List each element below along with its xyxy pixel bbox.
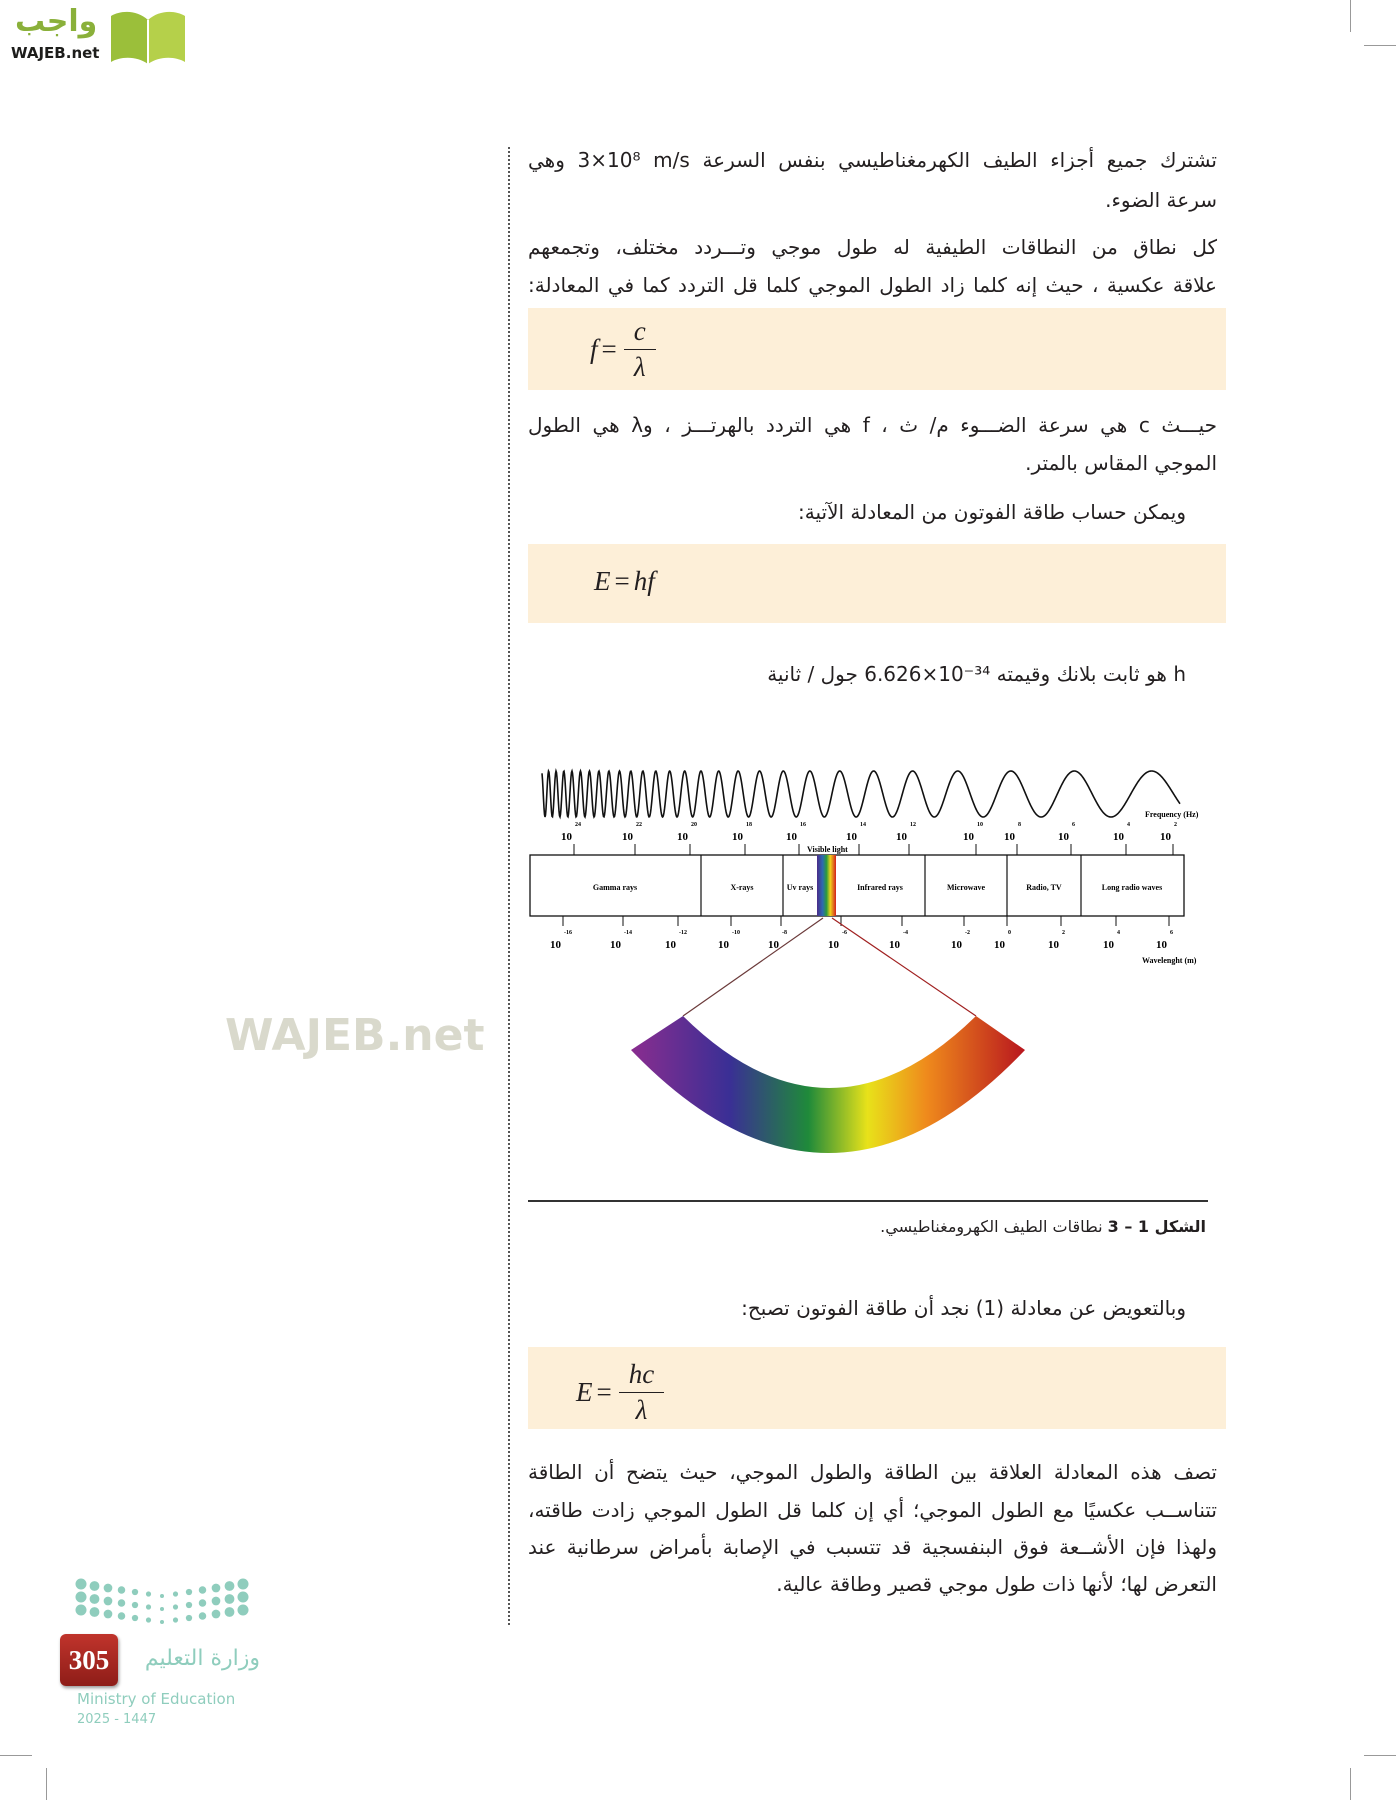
wavelength-tick-exponent: -10: [732, 930, 740, 936]
planck-constant-line: h هو ثابت بلانك وقيمته ‎6.626×10⁻³⁴‎ جول / ثانية: [767, 662, 1186, 686]
frequency-tick-exponent: 12: [910, 822, 916, 828]
ministry-dot: [146, 1604, 151, 1609]
numerator: c: [624, 316, 656, 350]
frequency-tick-label: 10: [896, 831, 907, 843]
paragraph-line: ولهذا فإن الأشــعة فوق البنفسجية قد تتسبب في الإصابة بأمراض سرطانية عند: [528, 1535, 1217, 1559]
ministry-dot: [76, 1579, 87, 1590]
ministry-dot: [225, 1581, 235, 1591]
paragraph-line: علاقة عكسية ، حيث إنه كلما زاد الطول الموجي كلما قل التردد كما في المعادلة:: [528, 273, 1217, 297]
wavelength-tick-label: 10: [1156, 939, 1167, 951]
paragraph-line: تتناســب عكسيًا مع الطول الموجي؛ أي إن كلما قل الطول الموجي زادت طاقته،: [528, 1498, 1217, 1522]
frequency-tick-label: 10: [1113, 831, 1124, 843]
ministry-dot: [186, 1602, 192, 1608]
ministry-dot: [90, 1581, 100, 1591]
frequency-tick-label: 10: [786, 831, 797, 843]
wavelength-tick-label: 10: [768, 939, 779, 951]
formula-energy-wavelength: [576, 1359, 664, 1426]
paragraph-line: حيـــث c هي سرعة الضـــوء م/ ث ، f هي التردد بالهرتـــز ، وλ هي الطول: [528, 413, 1217, 437]
wavelength-tick-label: 10: [1048, 939, 1059, 951]
ministry-dot: [199, 1586, 207, 1594]
watermark-text: WAJEB.net: [225, 1010, 485, 1061]
frequency-tick-label: 10: [561, 831, 572, 843]
ministry-dot: [212, 1584, 221, 1593]
wavelength-tick-exponent: 6: [1170, 930, 1173, 936]
band-label: Microwave: [946, 883, 986, 892]
wavelength-tick-label: 10: [665, 939, 676, 951]
band-label: Infrared rays: [857, 883, 903, 892]
ministry-dot: [76, 1592, 87, 1603]
ministry-dot: [238, 1579, 249, 1590]
visible-light-band: [817, 855, 836, 916]
wavelength-tick-exponent: 2: [1062, 930, 1065, 936]
frequency-tick-label: 10: [622, 831, 633, 843]
wavelength-tick-label: 10: [610, 939, 621, 951]
paragraph-line: تصف هذه المعادلة العلاقة بين الطاقة والطول الموجي، حيث يتضح أن الطاقة: [528, 1460, 1217, 1484]
crop-mark: [0, 1755, 32, 1756]
ministry-dot: [118, 1586, 126, 1594]
ministry-dot: [199, 1599, 207, 1607]
wavelength-tick-exponent: -2: [965, 930, 970, 936]
paragraph-line: سرعة الضوء.: [1105, 188, 1217, 212]
wavelength-tick-label: 10: [1103, 939, 1114, 951]
crop-mark: [1350, 0, 1351, 32]
ministry-dot: [186, 1615, 192, 1621]
frequency-tick-exponent: 24: [575, 822, 581, 828]
crop-mark: [1350, 1768, 1351, 1800]
formula-energy: [594, 566, 655, 597]
crop-mark: [1364, 1755, 1396, 1756]
wavelength-tick-label: 10: [550, 939, 561, 951]
ministry-dot: [238, 1592, 249, 1603]
ministry-dot: [212, 1610, 221, 1619]
ministry-name-arabic: وزارة التعليم: [144, 1646, 260, 1671]
denominator: λ: [635, 1395, 648, 1425]
visible-light-label: Visible light: [807, 845, 848, 854]
wavelength-tick-exponent: -12: [679, 930, 687, 936]
ministry-dot: [186, 1589, 192, 1595]
formula-lhs: E: [594, 566, 611, 596]
paragraph-line: وبالتعويض عن معادلة (1) نجد أن طاقة الفوتون تصبح:: [741, 1296, 1186, 1320]
ministry-dot: [104, 1610, 113, 1619]
ministry-dot: [160, 1620, 164, 1624]
fraction: [624, 316, 656, 383]
formula-box-energy-wavelength: [528, 1347, 1226, 1429]
frequency-tick-label: 10: [846, 831, 857, 843]
wavelength-tick-exponent: -14: [624, 930, 632, 936]
frequency-tick-label: 10: [1004, 831, 1015, 843]
frequency-tick-exponent: 16: [800, 822, 806, 828]
frequency-tick-label: 10: [732, 831, 743, 843]
ministry-name-english: Ministry of Education: [77, 1690, 236, 1708]
caption-text: نطاقات الطيف الكهرومغناطيسي.: [880, 1217, 1108, 1236]
numerator: hc: [619, 1359, 664, 1393]
ministry-dot: [173, 1617, 178, 1622]
ministry-dot: [199, 1612, 207, 1620]
book-icon: [107, 6, 189, 64]
formula-equals: =: [614, 566, 630, 596]
paragraph-line: الموجي المقاس بالمتر.: [1025, 451, 1217, 475]
wave-line: [542, 771, 1180, 817]
ministry-dot: [132, 1589, 138, 1595]
paragraph-line: تشترك جميع أجزاء الطيف الكهرمغناطيسي بنفس السرعة ‎3×10⁸ m/s‎ وهي: [528, 148, 1217, 172]
wavelength-tick-label: 10: [889, 939, 900, 951]
margin-dotted-line: [508, 147, 510, 1625]
formula-rhs: hf: [633, 566, 655, 596]
ministry-dot: [104, 1597, 113, 1606]
denominator: λ: [633, 352, 646, 382]
wavelength-tick-exponent: -16: [564, 930, 572, 936]
ministry-dot: [146, 1591, 151, 1596]
logo-latin: WAJEB.net: [11, 44, 100, 62]
frequency-tick-label: 10: [677, 831, 688, 843]
frequency-tick-label: 10: [1058, 831, 1069, 843]
formula-lhs: E: [576, 1377, 593, 1407]
ministry-dot: [160, 1594, 164, 1598]
ministry-dot: [104, 1584, 113, 1593]
logo-arabic: واجب: [15, 4, 98, 39]
wajeb-logo[interactable]: [9, 4, 189, 66]
ministry-dot: [90, 1607, 100, 1617]
ministry-dot: [212, 1597, 221, 1606]
band-label: Long radio waves: [1101, 883, 1163, 892]
wavelength-tick-exponent: -4: [903, 930, 908, 936]
ministry-dot: [160, 1607, 164, 1611]
frequency-tick-label: 10: [963, 831, 974, 843]
page-number-badge: [60, 1634, 118, 1686]
ministry-dot: [90, 1594, 100, 1604]
figure-rule: [528, 1200, 1208, 1202]
frequency-tick-exponent: 2: [1174, 822, 1177, 828]
crop-mark: [46, 1768, 47, 1800]
ministry-dot: [238, 1605, 249, 1616]
frequency-axis-label: Frequency (Hz): [1145, 810, 1199, 819]
ministry-dot: [76, 1605, 87, 1616]
frequency-tick-exponent: 8: [1018, 822, 1021, 828]
wavelength-tick-exponent: 4: [1117, 930, 1120, 936]
frequency-tick-exponent: 20: [691, 822, 697, 828]
wavelength-tick-label: 10: [718, 939, 729, 951]
ministry-dot: [173, 1591, 178, 1596]
formula-lhs: f: [590, 334, 598, 364]
ministry-dot: [118, 1599, 126, 1607]
wavelength-tick-label: 10: [994, 939, 1005, 951]
frequency-tick-exponent: 18: [746, 822, 752, 828]
ministry-dot: [173, 1604, 178, 1609]
frequency-tick-label: 10: [1160, 831, 1171, 843]
wavelength-tick-exponent: 0: [1008, 930, 1011, 936]
formula-box-frequency: [528, 308, 1226, 390]
crop-mark: [1364, 45, 1396, 46]
wavelength-tick-label: 10: [951, 939, 962, 951]
fan-line-left: [683, 918, 823, 1016]
frequency-tick-exponent: 4: [1127, 822, 1130, 828]
wavelength-tick-exponent: -6: [842, 930, 847, 936]
band-label: Radio, TV: [1026, 883, 1062, 892]
band-label: Uv rays: [786, 883, 814, 892]
fraction: [619, 1359, 664, 1426]
wavelength-tick-label: 10: [828, 939, 839, 951]
ministry-dot: [132, 1615, 138, 1621]
band-label: X-rays: [730, 883, 754, 892]
paragraph-line: التعرض لها؛ لأنها ذات طول موجي قصير وطاقة عالية.: [776, 1572, 1217, 1596]
ministry-dots-icon: [75, 1578, 250, 1630]
year-label: 2025 - 1447: [77, 1712, 157, 1727]
paragraph-line: ويمكن حساب طاقة الفوتون من المعادلة الآتية:: [798, 500, 1186, 524]
ministry-logo: [60, 1578, 260, 1728]
ministry-dot: [146, 1617, 151, 1622]
wavelength-axis-label: Wavelenght (m): [1142, 956, 1197, 965]
caption-label: الشكل 1 – 3: [1107, 1217, 1206, 1236]
ministry-dot: [225, 1594, 235, 1604]
band-label: Gamma rays: [592, 883, 638, 892]
formula-frequency: [590, 316, 656, 383]
ministry-dot: [225, 1607, 235, 1617]
frequency-tick-exponent: 6: [1072, 822, 1075, 828]
frequency-tick-exponent: 10: [977, 822, 983, 828]
page-number: 305: [68, 1644, 110, 1675]
ministry-dot: [132, 1602, 138, 1608]
formula-box-energy: [528, 544, 1226, 623]
paragraph-line: كل نطاق من النطاقات الطيفية له طول موجي وتـــردد مختلف، وتجمعهم: [528, 235, 1217, 259]
figure-caption: [528, 1217, 1206, 1236]
electromagnetic-spectrum-figure: [520, 760, 1220, 1170]
wavelength-tick-exponent: -8: [782, 930, 787, 936]
frequency-tick-exponent: 22: [636, 822, 642, 828]
ministry-dot: [118, 1612, 126, 1620]
formula-equals: =: [596, 1377, 612, 1407]
formula-equals: =: [601, 334, 617, 364]
visible-spectrum-arc: [631, 1016, 1025, 1153]
frequency-tick-exponent: 14: [860, 822, 866, 828]
